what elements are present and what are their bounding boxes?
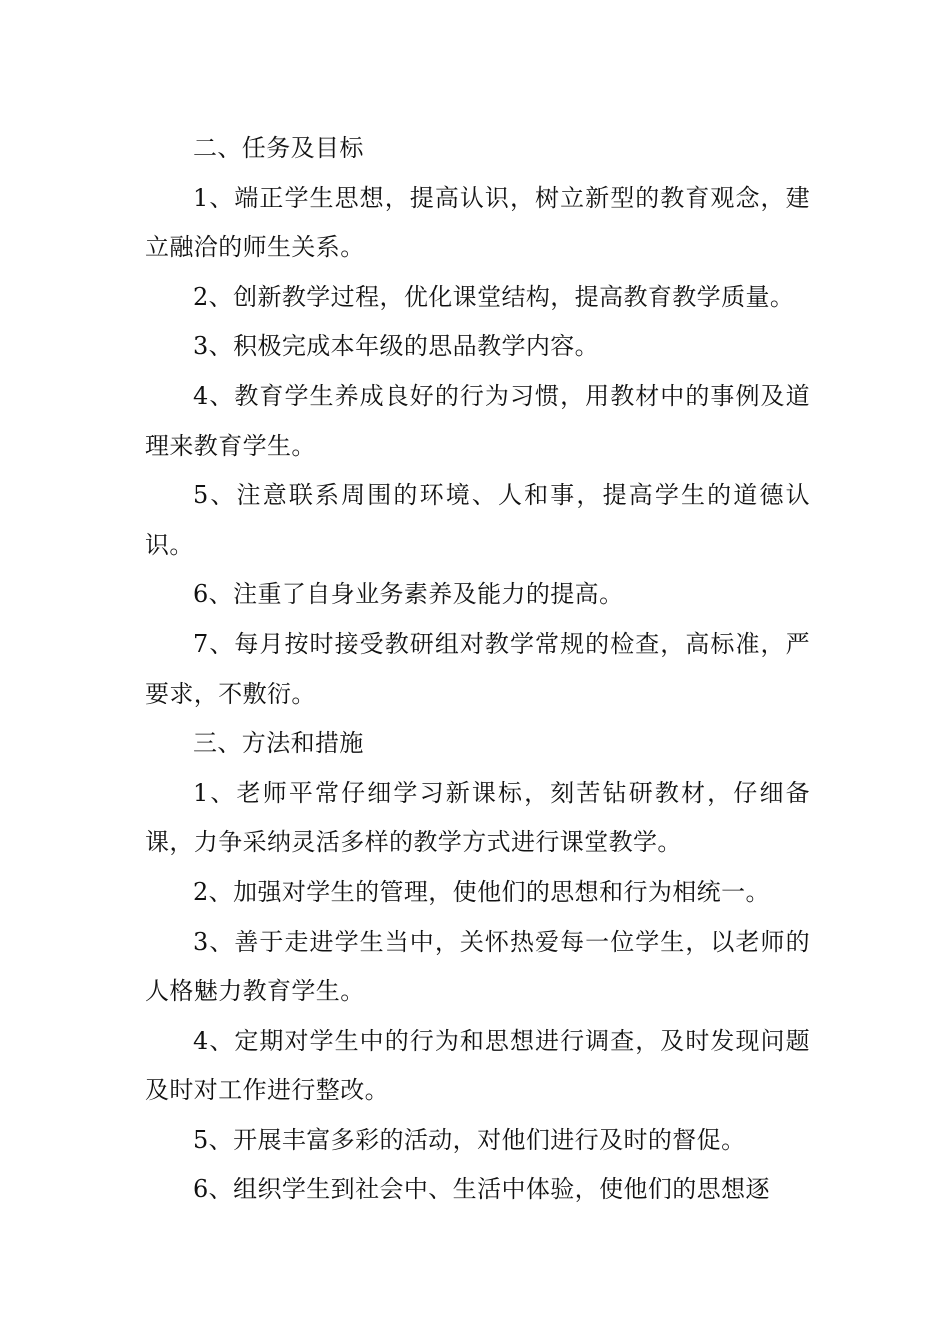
paragraph-goal-1: 1、端正学生思想，提高认识，树立新型的教育观念，建立融洽的师生关系。 xyxy=(145,183,810,262)
section-heading-methods-measures: 三、方法和措施 xyxy=(193,729,364,758)
paragraph-measure-4: 4、定期对学生中的行为和思想进行调查，及时发现问题及时对工作进行整改。 xyxy=(145,1026,810,1105)
paragraph-measure-3: 3、善于走进学生当中，关怀热爱每一位学生，以老师的人格魅力教育学生。 xyxy=(145,927,810,1006)
section-heading-tasks-goals: 二、任务及目标 xyxy=(193,134,364,162)
document-body xyxy=(145,124,810,1215)
paragraph-goal-2: 2、创新教学过程，优化课堂结构，提高教育教学质量。 xyxy=(193,282,795,311)
paragraph-goal-6: 6、注重了自身业务素养及能力的提高。 xyxy=(193,580,624,609)
paragraph-measure-6: 6、组织学生到社会中、生活中体验，使他们的思想逐 xyxy=(193,1175,770,1204)
paragraph-goal-4: 4、教育学生养成良好的行为习惯，用教材中的事例及道理来教育学生。 xyxy=(145,381,810,460)
paragraph-goal-3: 3、积极完成本年级的思品教学内容。 xyxy=(193,332,600,361)
paragraph-measure-2: 2、加强对学生的管理，使他们的思想和行为相统一。 xyxy=(193,877,770,906)
paragraph-goal-7: 7、每月按时接受教研组对教学常规的检查，高标准，严要求，不敷衍。 xyxy=(145,629,810,708)
paragraph-measure-1: 1、老师平常仔细学习新课标，刻苦钻研教材，仔细备课，力争采纳灵活多样的教学方式进行课堂教学。 xyxy=(145,778,810,857)
paragraph-goal-5: 5、注意联系周围的环境、人和事，提高学生的道德认识。 xyxy=(145,481,810,559)
paragraph-measure-5: 5、开展丰富多彩的活动，对他们进行及时的督促。 xyxy=(193,1125,746,1154)
